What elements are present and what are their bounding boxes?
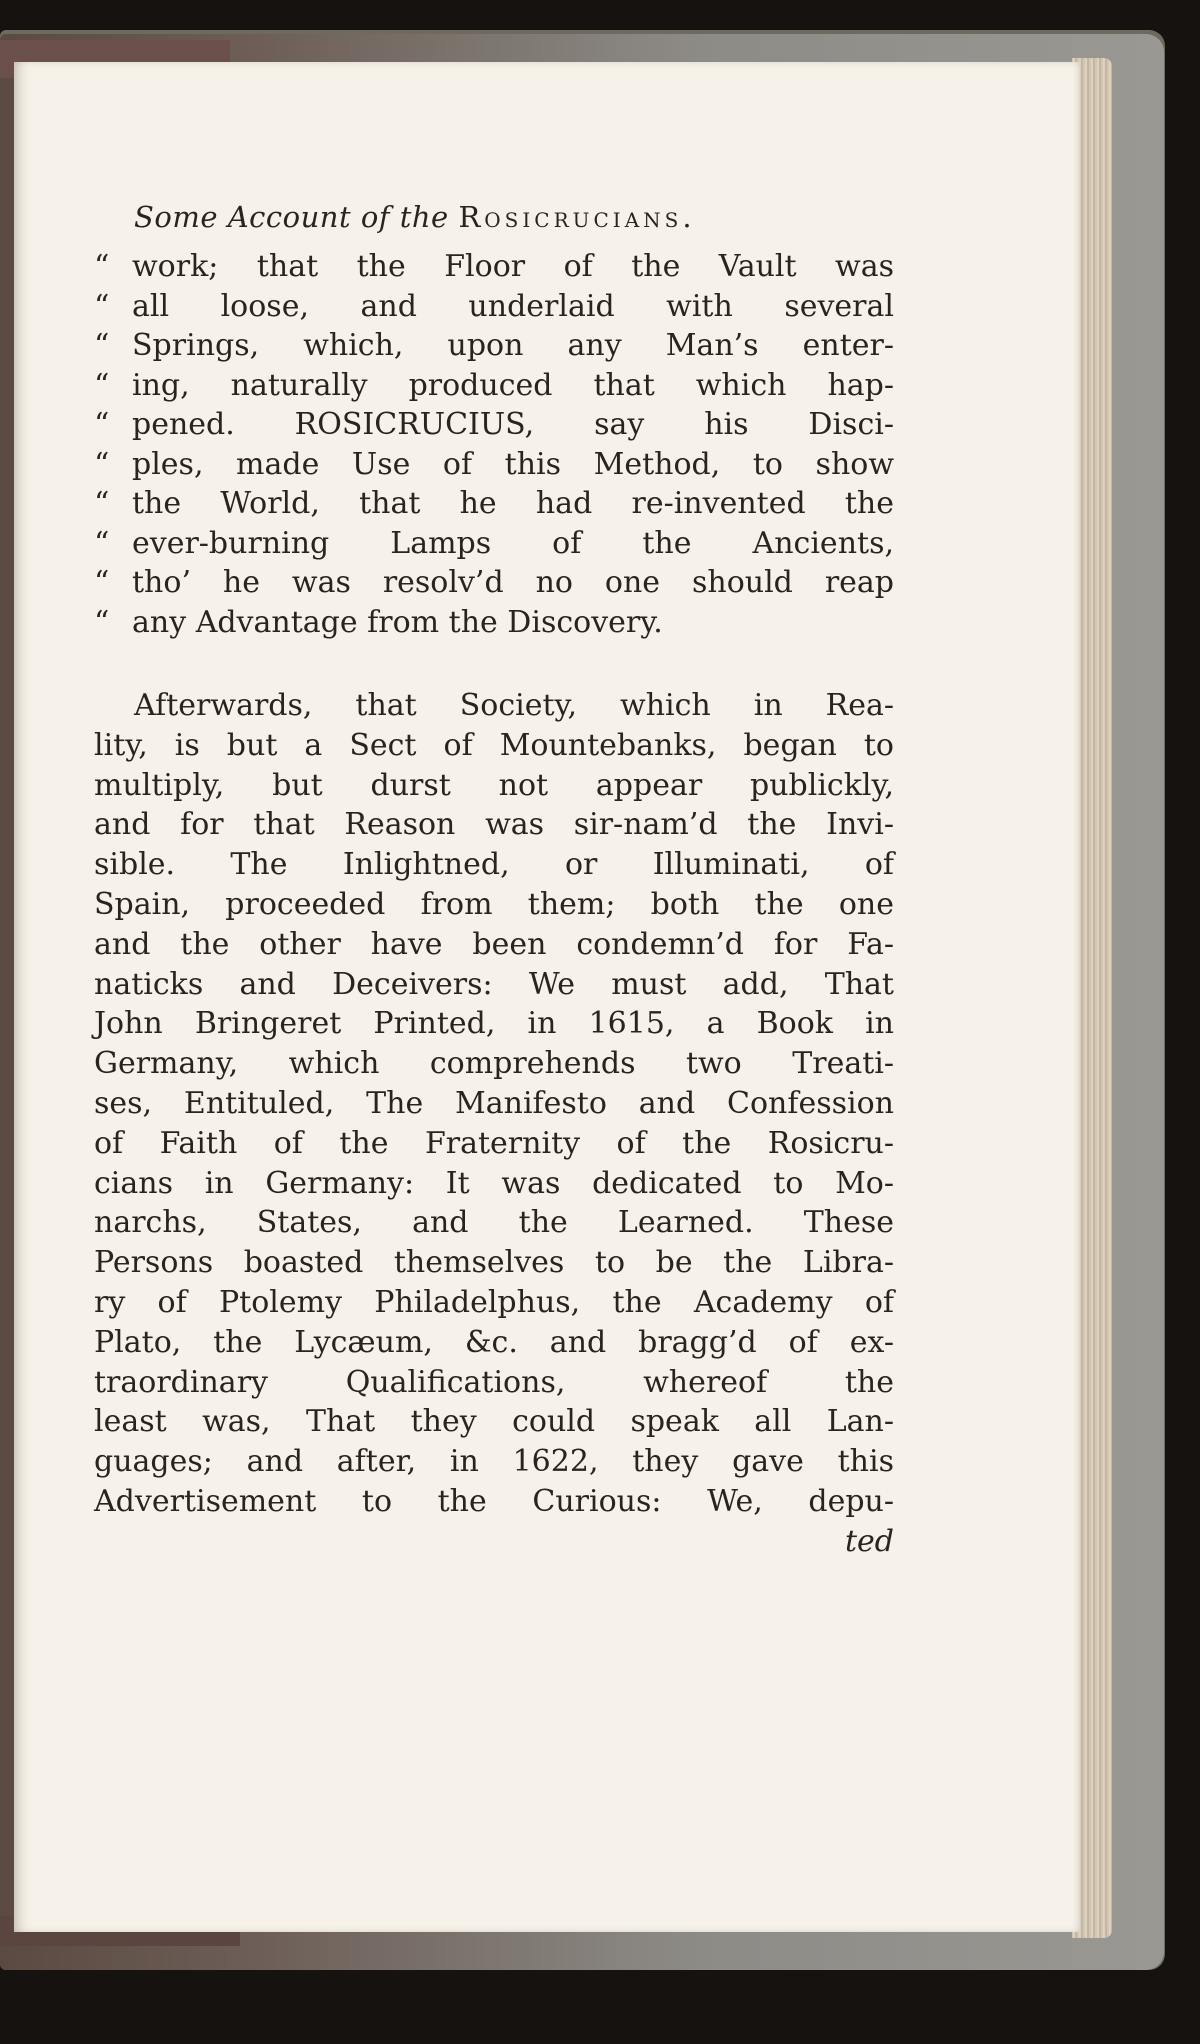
paragraph-line: Persons boasted themselves to be the Libra- [94,1245,894,1281]
quote-line [94,366,894,406]
quote-line [94,247,894,287]
quote-line [94,326,894,366]
catchword: ted [844,1523,894,1559]
paragraph-line: Plato, the Lycæum, &c. and bragg’d of ex- [94,1324,894,1360]
quote-mark: “ [94,446,110,482]
quote-text: all loose, and underlaid with several [132,288,894,324]
paragraph-line: Advertisement to the Curious: We, depu- [94,1483,894,1519]
paragraph-line: and the other have been condemn’d for Fa- [94,926,894,962]
quote-line [94,287,894,327]
header-italic: Some Account of the [134,200,449,234]
paragraph-line: ses, Entituled, The Manifesto and Confession [94,1085,894,1121]
paragraph-line: of Faith of the Fraternity of the Rosicru- [94,1125,894,1161]
quote-line [94,524,894,564]
quote-text: any Advantage from the Discovery. [132,604,663,640]
quote-mark: “ [94,565,110,600]
quote-mark: “ [94,367,110,403]
quote-text: the World, that he had re-invented the [132,486,894,521]
paragraph-line: guages; and after, in 1622, they gave this [94,1444,894,1480]
body-paragraph [94,686,894,1522]
paragraph-line: lity, is but a Sect of Mountebanks, began to [94,727,894,763]
paragraph-line: least was, That they could speak all Lan- [94,1404,894,1440]
quotation-block [94,247,894,642]
paragraph-line: multiply, but durst not appear publickly, [94,767,894,803]
quote-mark: “ [94,604,110,640]
quote-text: Springs, which, upon any Man’s enter- [132,328,894,363]
quote-mark: “ [94,407,110,442]
paragraph-line: sible. The Inlightned, or Illuminati, of [94,847,894,883]
paragraph-line: Afterwards, that Society, which in Rea- [134,688,894,723]
quote-line [94,405,894,445]
quote-mark: “ [94,288,110,324]
paragraph-line: and for that Reason was sir-nam’d the Invi- [94,807,894,843]
paragraph-line: naticks and Deceivers: We must add, That [94,966,894,1002]
quote-mark: “ [94,486,110,521]
quote-line [94,445,894,485]
paragraph-line: traordinary Qualifications, whereof the [94,1364,894,1400]
paragraph-line: Spain, proceeded from them; both the one [94,886,894,922]
paragraph-line: cians in Germany: It was dedicated to Mo- [94,1165,894,1201]
quote-text: pened. ROSICRUCIUS, say his Disci- [132,407,894,442]
quote-mark: “ [94,249,110,284]
paragraph-line: Germany, which comprehends two Treati- [94,1046,894,1082]
quote-text: work; that the Floor of the Vault was [132,249,894,284]
quote-text: ever-burning Lamps of the Ancients, [132,525,894,561]
quote-line [94,603,894,643]
quote-text: tho’ he was resolv’d no one should reap [132,565,894,600]
quote-text: ing, naturally produced that which hap- [132,367,894,403]
quote-mark: “ [94,525,110,561]
page-text [94,197,894,1562]
quote-mark: “ [94,328,110,363]
paragraph-line: ry of Ptolemy Philadelphus, the Academy of [94,1284,894,1320]
quote-text: ples, made Use of this Method, to show [132,446,894,482]
running-header [134,197,894,237]
paragraph-line: John Bringeret Printed, in 1615, a Book in [94,1006,894,1042]
quote-line [94,484,894,524]
quote-line [94,563,894,603]
header-smallcaps: Rosicrucians. [458,200,696,234]
paragraph-line: narchs, States, and the Learned. These [94,1205,894,1241]
book-page [14,62,1080,1932]
